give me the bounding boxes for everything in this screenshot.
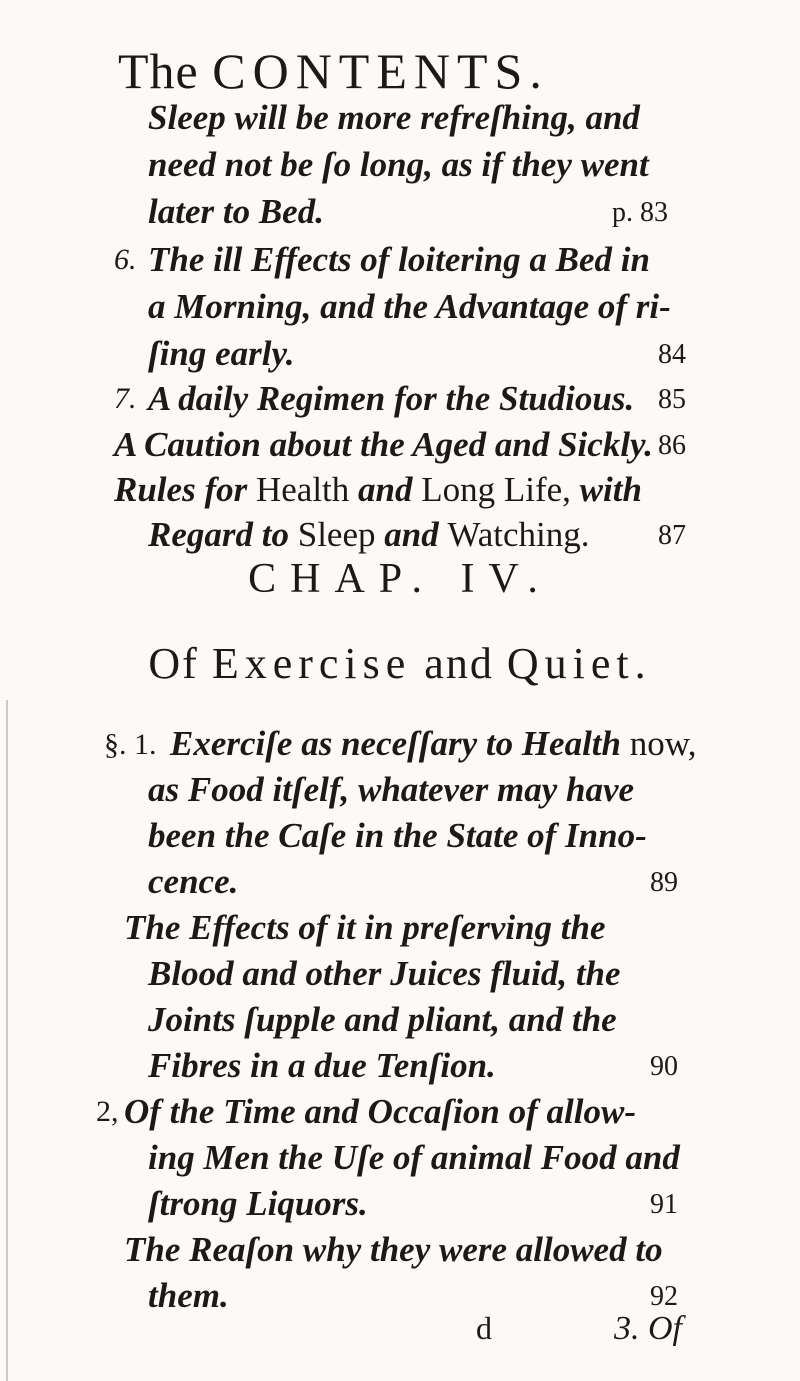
entry-line: been the Caſe in the State of Inno-: [148, 816, 647, 855]
entry-line: [148, 515, 589, 555]
entry-line: ſing early.: [148, 334, 295, 373]
entry-line: ſtrong Liquors.: [148, 1184, 368, 1223]
page-number: 90: [650, 1051, 678, 1082]
entry-line: a Morning, and the Advantage of ri-: [148, 287, 671, 326]
entry-line: them.: [148, 1276, 229, 1315]
entry-line: need not be ſo long, as if they went: [148, 145, 649, 184]
entry-line: [114, 470, 642, 510]
page-number: 89: [650, 867, 678, 898]
entry-text: with: [579, 470, 642, 509]
section-title-and: and: [424, 639, 494, 688]
entry-line: A Caution about the Aged and Sickly.: [114, 425, 654, 464]
page-number: 84: [658, 339, 686, 370]
entry-text: Sleep: [297, 515, 376, 554]
entry-text: Watching.: [447, 515, 590, 554]
entry-line: Blood and other Juices fluid, the: [148, 954, 621, 993]
entry-line: The ill Effects of loitering a Bed in: [148, 240, 650, 279]
entry-number: 6.: [114, 243, 137, 276]
entry-text: and: [384, 515, 439, 554]
entry-line: Fibres in a due Tenſion.: [148, 1046, 496, 1085]
entry-text: Rules for: [114, 470, 248, 509]
page-number: 91: [650, 1189, 678, 1220]
signature-mark: d: [476, 1310, 492, 1346]
entry-text: Long Life,: [421, 470, 571, 509]
entry-line: as Food itſelf, whatever may have: [148, 770, 635, 809]
section-title-of: Of: [148, 639, 199, 688]
entry-line: ing Men the Uſe of animal Food and: [148, 1138, 680, 1177]
chapter-heading: CHAP. IV.: [248, 556, 552, 602]
entry-line: cence.: [148, 862, 239, 901]
entry-line: The Reaſon why they were allowed to: [124, 1230, 663, 1269]
entry-number: 7.: [114, 382, 137, 415]
section-title-exercise: Exercise: [211, 639, 412, 688]
entry-line: Of the Time and Occaſion of allow-: [124, 1092, 636, 1131]
entry-line: A daily Regimen for the Studious.: [148, 379, 635, 418]
page-header: [118, 42, 549, 100]
entry-text: Exerciſe as neceſſary to Health: [170, 724, 622, 763]
entry-text: Regard to: [148, 515, 289, 554]
entry-number: 2,: [96, 1095, 119, 1128]
section-title-quiet: Quiet.: [506, 639, 652, 688]
page-number: 86: [658, 430, 686, 461]
page-number: 85: [658, 384, 686, 415]
entry-line: later to Bed.: [148, 192, 324, 231]
entry-line: Joints ſupple and pliant, and the: [148, 1000, 617, 1039]
entry-line: [170, 724, 697, 764]
page-number: 87: [658, 520, 686, 551]
entry-text: now,: [629, 724, 697, 763]
header-prefix: The: [118, 43, 199, 99]
entry-line: Sleep will be more refreſhing, and: [148, 98, 640, 137]
gutter-shadow: [6, 700, 8, 1381]
section-title: [0, 638, 800, 689]
page-number: p. 83: [612, 197, 668, 228]
entry-text: and: [358, 470, 413, 509]
entry-text: Health: [255, 470, 350, 509]
header-word: CONTENTS.: [212, 43, 549, 99]
entry-number: §. 1.: [104, 728, 157, 761]
page-number: 92: [650, 1281, 678, 1312]
entry-line: The Effects of it in preſerving the: [124, 908, 606, 947]
catchword: 3. Of: [614, 1310, 682, 1347]
